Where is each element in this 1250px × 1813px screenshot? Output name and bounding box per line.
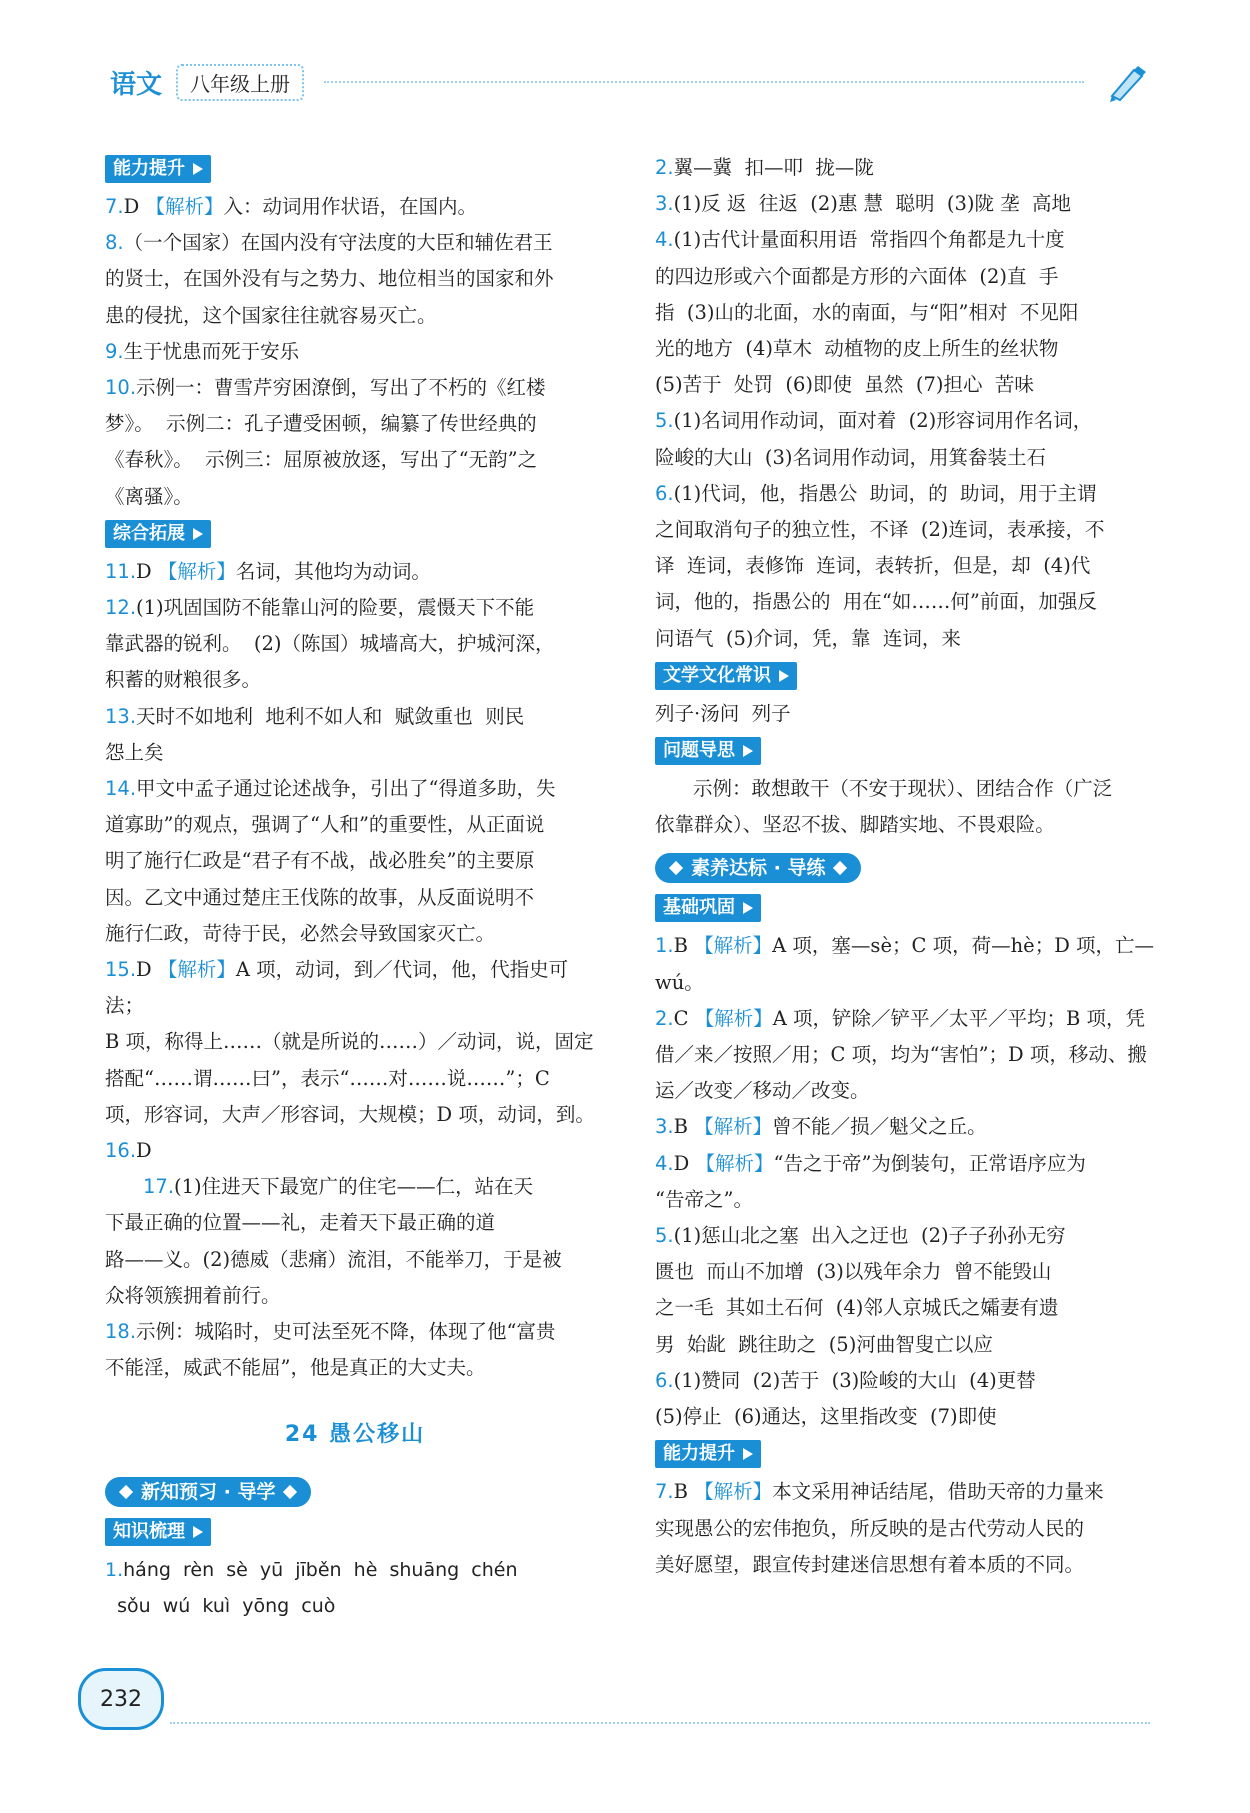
pill-label: 素养达标 · 导练 — [691, 857, 826, 880]
pinyin-line — [105, 1552, 605, 1588]
answer-line — [655, 1547, 1157, 1583]
analysis-text: 本文采用神话结尾，借助天帝的力量来 — [772, 1480, 1104, 1504]
answer-text: 运／改变／移动／改变。 — [655, 1079, 870, 1103]
section-tag: 问题导思 — [655, 737, 761, 765]
answer-line — [655, 403, 1157, 439]
answer-line — [105, 442, 605, 478]
answer-line — [105, 554, 605, 590]
answer-text: 因。乙文中通过楚庄王伐陈的故事，从反面说明不 — [105, 885, 535, 909]
answer-text: (1)赞同 (2)苦于 (3)险峻的大山 (4)更替 — [673, 1368, 1036, 1392]
answer-line — [105, 1205, 605, 1241]
answer-text: 明了施行仁政是“君子有不战，战必胜矣”的主要原 — [105, 849, 535, 873]
answer-line — [655, 1327, 1157, 1363]
section-tag: 基础巩固 — [655, 894, 761, 922]
question-number: 1. — [655, 934, 674, 958]
answer-line — [655, 928, 1157, 964]
answer-line — [655, 548, 1157, 584]
page-header — [110, 62, 1150, 102]
question-number: 16. — [105, 1139, 137, 1163]
answer-text: (1)住进天下最宽广的住宅——仁，站在天 — [174, 1175, 534, 1199]
answer-line — [655, 1109, 1157, 1145]
section-pill — [105, 1477, 311, 1507]
answer-line — [105, 699, 605, 735]
question-number: 10. — [105, 376, 137, 400]
answer-line — [655, 1146, 1157, 1182]
answer-text: (5)苦于 处罚 (6)即使 虽然 (7)担心 苦味 — [655, 373, 1034, 397]
answer-text: D — [123, 195, 146, 218]
answer-line — [655, 1218, 1157, 1254]
answer-text: 之一毛 其如土石何 (4)邻人京城氏之孀妻有遗 — [655, 1296, 1059, 1320]
left-column — [105, 150, 605, 1624]
pinyin-line — [105, 1588, 605, 1624]
answer-line — [655, 1474, 1157, 1510]
answer-text: （一个国家）在国内没有守法度的大臣和辅佐君王 — [123, 231, 553, 255]
question-number: 1. — [105, 1558, 124, 1581]
subject-label: 语文 — [110, 69, 163, 100]
answer-text: 众将领簇拥着前行。 — [105, 1283, 281, 1307]
answer-text: wú。 — [655, 970, 704, 994]
answer-text: 项，形容词，大声／形容词，大规模；D 项，动词，到。 — [105, 1102, 595, 1126]
answer-text: “告帝之”。 — [655, 1187, 753, 1211]
answer-text: 施行仁政，苛待于民，必然会导致国家灭亡。 — [105, 921, 496, 945]
section-pill — [655, 853, 861, 883]
analysis-text: 名词，其他均为动词。 — [235, 559, 431, 583]
question-number: 7. — [655, 1480, 674, 1504]
answer-line — [655, 222, 1157, 258]
question-number: 17. — [143, 1175, 175, 1199]
answer-text: B 项，称得上……（就是所说的……）／动词，说，固定 — [105, 1030, 594, 1054]
answer-text: 光的地方 (4)草木 动植物的皮上所生的丝状物 — [655, 337, 1059, 361]
answer-text: (1)惩山北之塞 出入之迂也 (2)子子孙孙无穷 — [673, 1224, 1066, 1248]
answer-text: 实现愚公的宏伟抱负，所反映的是古代劳动人民的 — [655, 1516, 1085, 1540]
question-number: 18. — [105, 1320, 137, 1344]
answer-line — [105, 952, 605, 1024]
answer-text: 甲文中孟子通过论述战争，引出了“得道多助，失 — [136, 777, 556, 801]
question-number: 5. — [655, 1224, 674, 1248]
question-number: 3. — [655, 192, 674, 216]
answer-text: 男 始龀 跳往助之 (5)河曲智叟亡以应 — [655, 1332, 993, 1356]
answer-text: 列子·汤问 列子 — [655, 701, 791, 725]
answer-line — [105, 1133, 605, 1169]
analysis-text: A 项，塞—sè；C 项，荷—hè；D 项，亡— — [772, 934, 1155, 958]
analysis-text: “告之于帝”为倒装句，正常语序应为 — [773, 1151, 1086, 1175]
question-number: 8. — [105, 231, 124, 255]
analysis-text: 曾不能／损／魁父之丘。 — [772, 1115, 987, 1139]
answer-text: D — [136, 559, 158, 583]
right-column — [655, 150, 1157, 1583]
answer-line — [655, 621, 1157, 657]
question-number: 3. — [655, 1115, 674, 1139]
answer-text: 美好愿望，跟宣传封建迷信思想有着本质的不同。 — [655, 1552, 1085, 1576]
answer-line — [655, 295, 1157, 331]
answer-text: 患的侵扰，这个国家往往就容易灭亡。 — [105, 303, 437, 327]
question-number: 2. — [655, 156, 674, 179]
answer-line — [655, 1363, 1157, 1399]
page-number: 232 — [78, 1668, 164, 1730]
answer-line — [105, 590, 605, 626]
answer-line — [105, 843, 605, 879]
answer-line — [105, 298, 605, 334]
question-number: 5. — [655, 409, 674, 433]
section-tag: 文学文化常识 — [655, 662, 797, 690]
answer-line — [105, 225, 605, 261]
answer-line — [105, 916, 605, 952]
answer-line — [105, 1061, 605, 1097]
analysis-text: 入：动词用作状语，在国内。 — [223, 195, 477, 218]
answer-text: 怨上矣 — [105, 740, 164, 764]
answer-text: (5)停止 (6)通达，这里指改变 (7)即使 — [655, 1405, 997, 1429]
answer-text: C — [673, 1006, 695, 1030]
answer-text: 译 连词，表修饰 连词，表转折，但是，却 (4)代 — [655, 554, 1091, 578]
analysis-text: A 项，动词，到／代词，他，代指史可法； — [105, 958, 569, 1018]
answer-line — [105, 1314, 605, 1350]
answer-text: 搭配“……谓……曰”，表示“……对……说……”；C — [105, 1066, 550, 1090]
answer-text: 之间取消句子的独立性，不译 (2)连词，表承接，不 — [655, 518, 1105, 542]
answer-line — [105, 479, 605, 515]
answer-line — [655, 1399, 1157, 1435]
analysis-tag: 【解析】 — [157, 559, 236, 583]
answer-text: 《春秋》。 示例三：屈原被放逐，写出了“无韵”之 — [105, 448, 538, 472]
answer-line — [655, 1254, 1157, 1290]
diamond-icon — [119, 1485, 133, 1499]
analysis-text: A 项，铲除／铲平／太平／平均；B 项，凭 — [772, 1006, 1146, 1030]
analysis-tag: 【解析】 — [157, 958, 236, 982]
section-tag: 综合拓展 — [105, 520, 211, 548]
answer-text: 积蓄的财粮很多。 — [105, 668, 262, 692]
answer-line — [655, 259, 1157, 295]
answer-line — [105, 1097, 605, 1133]
answer-line — [655, 965, 1157, 1001]
question-number: 9. — [105, 339, 124, 363]
answer-line — [105, 771, 605, 807]
answer-line — [105, 189, 605, 225]
question-number: 4. — [655, 228, 674, 252]
section-tag: 能力提升 — [105, 155, 211, 183]
question-number: 12. — [105, 596, 137, 620]
answer-text: B — [673, 1480, 695, 1504]
answer-line — [655, 771, 1157, 807]
footer-divider — [170, 1722, 1150, 1724]
answer-line — [655, 584, 1157, 620]
answer-text: 依靠群众）、坚忍不拔、脚踏实地、不畏艰险。 — [655, 813, 1055, 837]
answer-line — [655, 512, 1157, 548]
answer-text: 道寡助”的观点，强调了“人和”的重要性，从正面说 — [105, 813, 545, 837]
answer-line — [655, 807, 1157, 843]
question-number: 14. — [105, 777, 137, 801]
answer-text: D — [136, 958, 158, 982]
question-number: 13. — [105, 704, 137, 728]
answer-line — [105, 807, 605, 843]
answer-line — [655, 1001, 1157, 1037]
answer-line — [105, 1350, 605, 1386]
answer-line — [105, 334, 605, 370]
diamond-icon — [283, 1485, 297, 1499]
answer-text: 《离骚》。 — [105, 484, 193, 508]
answer-line — [655, 440, 1157, 476]
answer-line — [105, 406, 605, 442]
answer-line — [105, 370, 605, 406]
answer-text: (1)代词，他，指愚公 助词，的 助词，用于主谓 — [673, 481, 1097, 505]
question-number: 4. — [655, 1151, 674, 1175]
answer-text: (1)名词用作动词，面对着 (2)形容词用作名词， — [673, 409, 1093, 433]
lesson-title: 24 愚公移山 — [284, 1421, 426, 1447]
answer-line — [655, 186, 1157, 222]
answer-text: 下最正确的位置——礼，走着天下最正确的道 — [105, 1211, 496, 1235]
question-number: 6. — [655, 481, 674, 505]
answer-line — [105, 1169, 605, 1205]
answer-text: 翼—冀 扣—叩 拢—陇 — [673, 156, 874, 179]
answer-text: B — [673, 934, 695, 958]
answer-line — [105, 880, 605, 916]
answer-text: D — [136, 1139, 152, 1163]
analysis-tag: 【解析】 — [694, 1115, 773, 1139]
answer-text: 词，他的，指愚公的 用在“如……何”前面，加强反 — [655, 590, 1097, 614]
answer-text: 天时不如地利 地利不如人和 赋敛重也 则民 — [136, 704, 525, 728]
question-number: 11. — [105, 559, 137, 583]
analysis-tag: 【解析】 — [694, 934, 773, 958]
pen-icon — [1104, 62, 1150, 102]
grade-label: 八年级上册 — [176, 64, 304, 101]
diamond-icon — [669, 861, 683, 875]
analysis-tag: 【解析】 — [695, 1151, 774, 1175]
pill-label: 新知预习 · 导学 — [141, 1480, 276, 1503]
answer-line — [655, 476, 1157, 512]
answer-line — [105, 626, 605, 662]
answer-text: 的贤士，在国外没有与之势力、地位相当的国家和外 — [105, 267, 554, 291]
answer-text: 险峻的大山 (3)名词用作动词，用箕畚装土石 — [655, 445, 1047, 469]
answer-text: 示例一：曹雪芹穷困潦倒，写出了不朽的《红楼 — [136, 376, 546, 400]
answer-line — [655, 150, 1157, 186]
section-tag: 知识梳理 — [105, 1518, 211, 1546]
answer-text: (1)古代计量面积用语 常指四个角都是九十度 — [673, 228, 1065, 252]
answer-text: (1)巩固国防不能靠山河的险要，震慑天下不能 — [136, 596, 535, 620]
answer-line — [105, 261, 605, 297]
answer-line — [655, 1182, 1157, 1218]
answer-line — [655, 331, 1157, 367]
answer-text: 匮也 而山不加增 (3)以残年余力 曾不能毁山 — [655, 1260, 1052, 1284]
analysis-tag: 【解析】 — [694, 1006, 773, 1030]
answer-text: 指 (3)山的北面，水的南面，与“阳”相对 不见阳 — [655, 300, 1079, 324]
section-tag: 能力提升 — [655, 1440, 761, 1468]
question-number: 2. — [655, 1006, 674, 1030]
diamond-icon — [833, 861, 847, 875]
answer-text: 借／来／按照／用；C 项，均为“害怕”；D 项，移动、搬 — [655, 1043, 1147, 1067]
answer-line — [105, 735, 605, 771]
answer-line — [655, 1290, 1157, 1326]
answer-text: 示例：城陷时，史可法至死不降，体现了他“富贵 — [136, 1320, 556, 1344]
answer-text: 路——义。(2)德威（悲痛）流泪，不能举刀，于是被 — [105, 1247, 562, 1271]
answer-line — [105, 1278, 605, 1314]
answer-text: 问语气 (5)介词，凭，靠 连词，来 — [655, 626, 961, 650]
answer-line — [105, 662, 605, 698]
answer-text: (1)反 返 往返 (2)惠 慧 聪明 (3)陇 垄 高地 — [673, 192, 1072, 216]
answer-line — [655, 1073, 1157, 1109]
answer-text: D — [673, 1151, 696, 1175]
question-number: 6. — [655, 1368, 674, 1392]
answer-text: 梦》。 示例二：孔子遭受困顿，编纂了传世经典的 — [105, 412, 537, 436]
answer-text: háng rèn sè yū jīběn hè shuāng chén — [123, 1558, 518, 1581]
question-number: 15. — [105, 958, 137, 982]
answer-text: 的四边形或六个面都是方形的六面体 (2)直 手 — [655, 264, 1059, 288]
answer-line — [655, 1511, 1157, 1547]
answer-text: 不能淫，威武不能屈”，他是真正的大丈夫。 — [105, 1356, 486, 1380]
answer-text: B — [673, 1115, 695, 1139]
answer-line — [655, 367, 1157, 403]
answer-text: 生于忧患而死于安乐 — [123, 339, 300, 363]
analysis-tag: 【解析】 — [145, 195, 224, 218]
answer-text: sǒu wú kuì yōng cuò — [105, 1594, 336, 1617]
answer-line — [105, 1242, 605, 1278]
answer-text: 靠武器的锐利。 (2)（陈国）城墙高大，护城河深， — [105, 632, 555, 656]
analysis-tag: 【解析】 — [694, 1480, 773, 1504]
header-divider — [324, 81, 1084, 83]
answer-line — [655, 1037, 1157, 1073]
answer-line — [655, 696, 1157, 732]
answer-line — [105, 1024, 605, 1060]
answer-text: 示例：敢想敢干（不安于现状）、团结合作（广泛 — [693, 777, 1113, 801]
question-number: 7. — [105, 195, 124, 218]
